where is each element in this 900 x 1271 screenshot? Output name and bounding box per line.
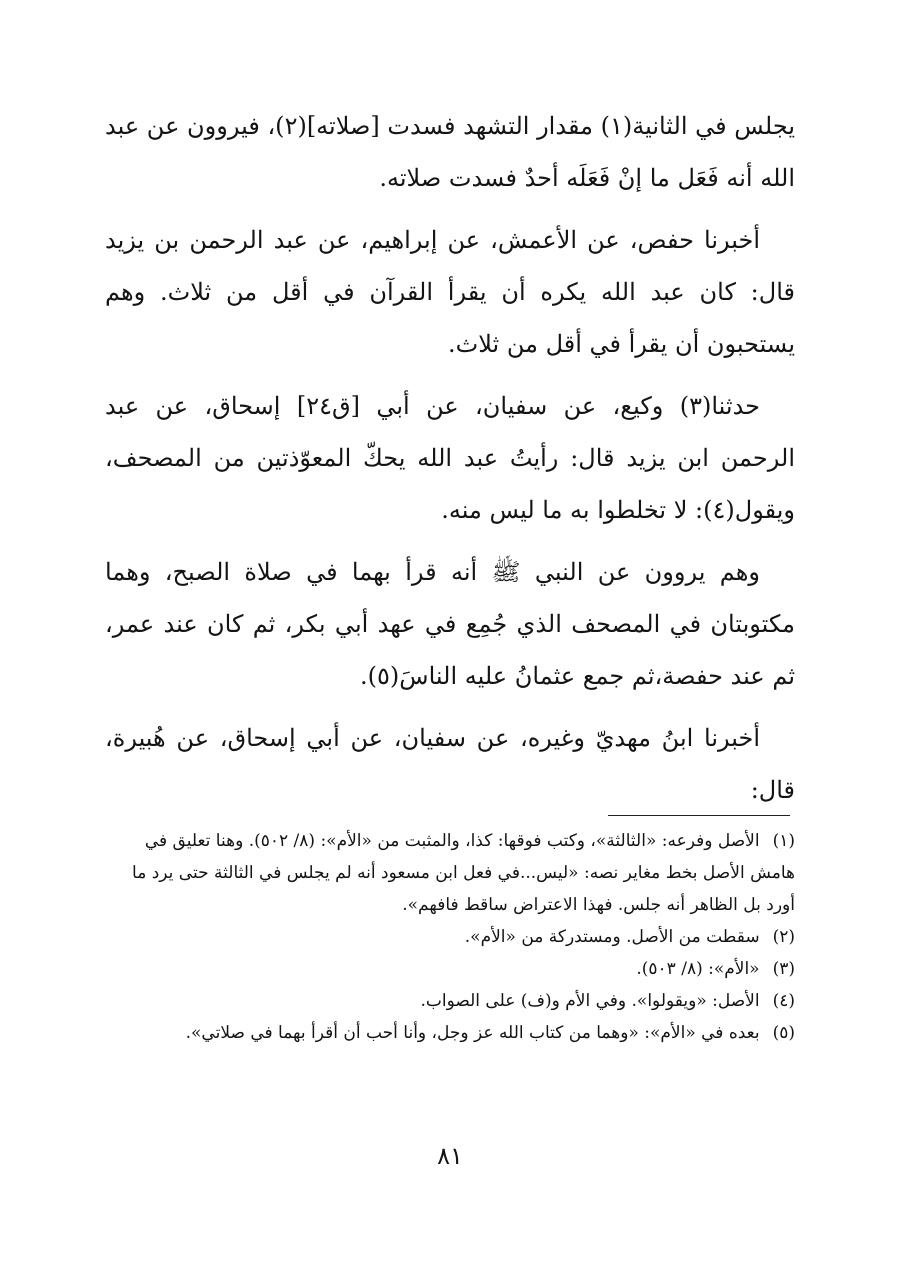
footnote-number: (٤) [772,991,795,1011]
footnotes [105,825,795,1049]
footnote-5 [105,1017,795,1049]
footnote-number: (١) [772,831,795,851]
footnote-text: الأصل وفرعه: «الثالثة»، وكتب فوقها: كذا، والمثبت من «الأم»: (٨/ ٥٠٢). وهنا تعليق في هامش الأصل بخط مغاير نصه: «ليس...في فعل ابن مسعود أنه لم يجلس في الثالثة حتى يرد ما أورد بل الظاهر أنه جلس. فهذا الاعتراض ساقط فافهم». [132,831,795,915]
footnote-number: (٢) [772,927,795,947]
paragraph-4: وهم يروون عن النبي ﷺ أنه قرأ بهما في صلاة الصبح، وهما مكتوبتان في المصحف الذي جُمِع في عهد أبي بكر، ثم كان عند عمر، ثم عند حفصة،ثم جمع عثمانُ عليه الناسَ(٥). [105,558,795,690]
footnote-4 [105,985,795,1017]
footnote-text: «الأم»: (٨/ ٥٠٣). [636,959,760,979]
page-number: ٨١ [437,1142,463,1170]
paragraph-5: أخبرنا ابنُ مهديّ وغيره، عن سفيان، عن أبي إسحاق، عن هُبيرة، قال: [105,724,795,804]
footnote-divider [608,815,790,816]
footnote-text: بعده في «الأم»: «وهما من كتاب الله عز وجل، وأنا أحب أن أقرأ بهما في صلاتي». [185,1023,760,1043]
footnote-text: الأصل: «ويقولوا». وفي الأم و(ف) على الصواب. [420,991,760,1011]
footnote-2 [105,921,795,953]
paragraph-2: أخبرنا حفص، عن الأعمش، عن إبراهيم، عن عبد الرحمن بن يزيد قال: كان عبد الله يكره أن يقرأ القرآن في أقل من ثلاث. وهم يستحبون أن يقرأ في أقل من ثلاث. [105,226,795,358]
footnote-number: (٣) [772,959,795,979]
footnote-text: سقطت من الأصل. ومستدركة من «الأم». [464,927,760,947]
footnote-number: (٥) [772,1023,795,1043]
paragraph-1: يجلس في الثانية(١) مقدار التشهد فسدت [صلاته](٢)، فيروون عن عبد الله أنه فَعَل ما إنْ فَعَلَه أحدٌ فسدت صلاته. [105,112,796,192]
main-text [105,100,795,826]
paragraph-3: حدثنا(٣) وكيع، عن سفيان، عن أبي [ق٢٤] إسحاق، عن عبد الرحمن ابن يزيد قال: رأيتُ عبد الله يحكّ المعوّذتين من المصحف، ويقول(٤): لا تخلطوا به ما ليس منه. [105,392,795,524]
footnote-3 [105,953,795,985]
footnote-1 [105,825,795,921]
